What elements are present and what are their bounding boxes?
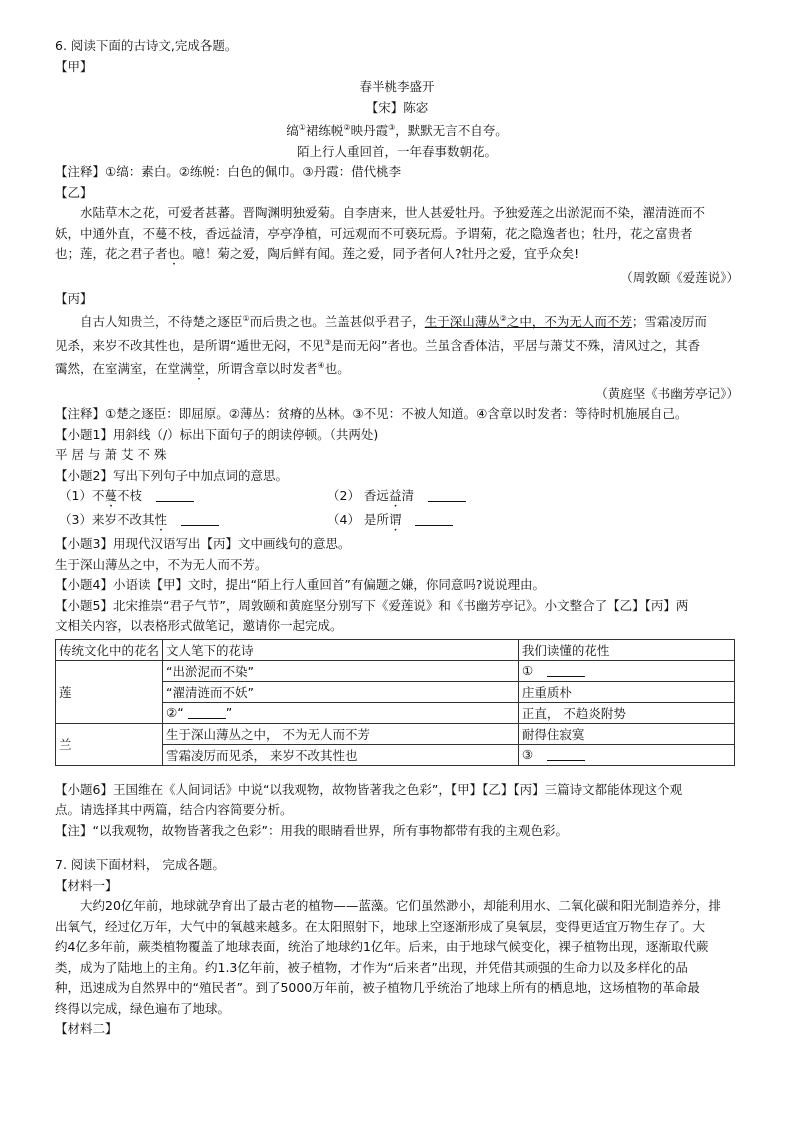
passage-text: 也；莲，花之君子者	[55, 246, 168, 262]
passage-text: 。噫！菊之爱，陶后鲜有闻。莲之爱，同予者何人?牡丹之爱，宜乎众矣!	[180, 246, 580, 262]
sub-question-4: 【小题4】小语读【甲】文时，提出“陌上行人重回首”有偏题之嫌，你同意吗?说说理由。	[55, 577, 546, 593]
poem-line-1	[55, 118, 739, 142]
passage-line	[55, 244, 739, 268]
yi-passage	[55, 203, 739, 268]
yi-source: （周敦颐《爱莲说》）	[620, 270, 739, 286]
bing-note: 【注释】①楚之逐臣：即屈原。②薄丛：贫瘠的丛林。③不见：不被人知道。④含章以时发者：等待时机施展自己。	[55, 406, 688, 422]
table-cell: “出淤泥而不染”	[163, 660, 519, 681]
answer-blank[interactable]	[415, 512, 453, 526]
passage-text: 而后贵之也。兰盖甚似乎君子，	[249, 314, 425, 330]
answer-blank[interactable]	[156, 488, 194, 502]
table-cell: 雪霜凌厉而见杀， 来岁不改其性也	[163, 744, 519, 765]
poem-text: 映丹霞	[350, 123, 389, 139]
underlined-sentence	[425, 314, 632, 329]
passage-line	[55, 333, 739, 357]
table-cell: 耐得住寂寞	[518, 723, 734, 744]
passage-line: 约4亿多年前，蕨类植物覆盖了地球表面，统治了地球约1亿年。后来，由于地球气候变化，裸子植物出现，逐渐取代蕨	[55, 939, 709, 955]
note-marker: ③	[388, 123, 396, 132]
poem-title: 春半桃李盛开	[359, 79, 435, 94]
q6-heading: 6. 阅读下面的古诗文,完成各题。	[55, 38, 238, 53]
flower-name-lotus: 莲	[56, 660, 163, 723]
dotted-word: 谓	[388, 512, 402, 528]
sub2-item	[55, 486, 327, 510]
answer-blank[interactable]	[547, 663, 585, 677]
answer-blank[interactable]	[547, 747, 585, 761]
material-1-label: 【材料一】	[55, 877, 118, 893]
passage-text: ；雪霜凌厉而	[631, 314, 707, 330]
yi-label: 【乙】	[55, 184, 93, 200]
item-text: （3）来岁不改其	[59, 512, 155, 528]
answer-blank[interactable]	[181, 512, 219, 526]
exam-page	[55, 36, 739, 1040]
jia-note: 【注释】①缟：素白。②练帨：白色的佩巾。③丹霞：借代桃李	[55, 164, 402, 180]
sub-question-6-cont: 点。请选择其中两篇，结合内容简要分析。	[55, 802, 293, 818]
table-row	[56, 723, 735, 744]
bing-passage	[55, 309, 739, 383]
sub-question-5-cont: 文相关内容，以表格形式做笔记，邀请你一起完成。	[55, 618, 343, 634]
passage-line: 类，成为了陆地上的主角。约1.3亿年前，被子植物，才作为“后来者”出现，并凭借其顽强的生命力以及多样化的品	[55, 959, 688, 975]
sub2-item	[327, 486, 627, 510]
sub1-sentence: 平居与萧艾不殊	[55, 447, 171, 463]
poem	[55, 77, 739, 162]
passage-line: 出氧气，经过亿万年，大气中的氧越来越多。在太阳照射下，地球上空逐渐形成了臭氧层，变得更适宜万物生存了。大	[55, 918, 706, 934]
table-header: 文人笔下的花诗	[163, 639, 519, 660]
table-cell	[163, 702, 519, 723]
dotted-word: 益	[388, 488, 402, 504]
poem-text: 裙练帨	[305, 123, 344, 139]
sub-question-6: 【小题6】王国维在《人间词话》中说“以我观物，故物皆著我之色彩”，【甲】【乙】【丙】三篇诗文都能体现这个观	[55, 781, 683, 797]
poem-text: 缟	[286, 123, 299, 139]
note-marker: ④	[317, 361, 325, 371]
sub-question-5: 【小题5】北宋推崇“君子气节”，周敦颐和黄庭坚分别写下《爱莲说》和《书幽芳亭记》。小文整合了【乙】【丙】两	[55, 597, 689, 613]
note-marker: ②	[499, 314, 507, 324]
item-text: 不枝	[116, 488, 142, 504]
item-text: 清	[401, 488, 414, 504]
sub2-item	[55, 510, 327, 534]
flower-name-orchid: 兰	[56, 723, 163, 765]
table-cell: 庄重质朴	[518, 681, 734, 702]
item-text: （2） 香远	[327, 488, 389, 504]
note-marker: ①	[298, 123, 306, 132]
note-marker: ①	[242, 314, 250, 324]
dotted-word: 堂	[192, 361, 206, 377]
table-cell: 正直， 不趋炎附势	[518, 702, 734, 723]
table-cell: “濯清涟而不妖”	[163, 681, 519, 702]
cell-text: ”	[225, 705, 233, 721]
dotted-word: 性	[154, 512, 167, 528]
sub-question-1: 【小题1】用斜线（/）标出下面句子的朗读停顿。（共两处)	[55, 426, 379, 442]
q7-heading: 7. 阅读下面材料， 完成各题。	[55, 857, 225, 873]
jia-label: 【甲】	[55, 58, 93, 74]
dotted-word: 也	[167, 246, 181, 262]
poem-text: ，默默无言不自夸。	[395, 123, 508, 139]
table-cell	[518, 660, 734, 681]
passage-text: 自古人知贵兰，不待楚之逐臣	[80, 314, 243, 330]
table-header: 传统文化中的花名	[56, 639, 163, 660]
poem-author: 【宋】陈宓	[365, 99, 429, 115]
answer-blank[interactable]	[188, 705, 226, 719]
passage-text: 霭然，在室满室，在堂满	[55, 361, 193, 377]
table-cell: 生于深山薄丛之中， 不为无人而不芳	[163, 723, 519, 744]
poem-line-2: 陌上行人重回首，一年春事数朝花。	[296, 143, 497, 159]
sub2-row	[55, 510, 739, 534]
passage-text: 也。	[324, 361, 350, 377]
material-1-passage	[55, 896, 739, 1019]
table-header-row	[56, 639, 735, 660]
item-text: （1）不	[59, 488, 105, 504]
table-cell	[518, 744, 734, 765]
notes-table	[55, 639, 735, 766]
passage-line: 大约20亿年前，地球就孕育出了最古老的植物——蓝藻。它们虽然渺小，却能利用水、二氧化碳和阳光制造养分，排	[80, 898, 721, 914]
passage-text: ，所谓含章以时发者	[205, 361, 318, 377]
table-header: 我们读懂的花性	[518, 639, 734, 660]
bing-source: （黄庭坚《书幽芳亭记》）	[595, 385, 739, 401]
dotted-word: 蔓	[104, 488, 117, 504]
sub2-item	[327, 510, 627, 534]
passage-text: 生于深山薄丛	[424, 314, 500, 330]
cell-text: ①	[521, 663, 534, 679]
passage-line	[55, 309, 739, 333]
sub6-note: 【注】“以我观物，故物皆著我之色彩”：用我的眼睛看世界，所有事物都带有我的主观色彩。	[55, 822, 568, 838]
sub-question-3: 【小题3】用现代汉语写出【丙】文中画线句的意思。	[55, 536, 351, 552]
sub-question-2: 【小题2】写出下列句子中加点词的意思。	[55, 467, 288, 483]
passage-line: 终得以完成，绿色遍布了地球。	[55, 1000, 231, 1016]
passage-text: 见杀，来岁不改其性也，是所谓“遁世无闷，不见	[55, 337, 324, 353]
sub2-row	[55, 486, 739, 510]
bing-label: 【丙】	[55, 290, 93, 306]
passage-line: 水陆草木之花，可爱者甚蕃。晋陶渊明独爱菊。自李唐来，世人甚爱牡丹。予独爱莲之出淤泥而不染，濯清涟而不	[80, 205, 706, 221]
table-row	[56, 660, 735, 681]
answer-blank[interactable]	[428, 488, 466, 502]
passage-text: 是而无闷”者也。兰虽含香体洁，平居与萧艾不殊，清风过之，其香	[331, 337, 701, 353]
passage-line	[55, 356, 739, 383]
note-marker: ③	[323, 337, 332, 347]
cell-text: ③	[521, 747, 534, 763]
passage-line: 种，迅速成为自然界中的“殖民者”。到了5000万年前，被子植物几乎统治了地球上所有的栖息地，这场植物的革命最	[55, 980, 700, 996]
passage-text: 之中，不为无人而不芳	[506, 314, 632, 330]
sub3-sentence: 生于深山薄丛之中，不为无人而不芳。	[55, 556, 268, 572]
note-marker: ②	[343, 123, 351, 132]
material-2-label: 【材料二】	[55, 1021, 118, 1037]
passage-line: 妖，中通外直，不蔓不枝，香远益清，亭亭净植，可远观而不可亵玩焉。予谓菊，花之隐逸者也；牡丹，花之富贵者	[55, 225, 693, 241]
item-text: （4） 是所	[327, 512, 389, 528]
cell-text: ②“	[166, 705, 184, 721]
